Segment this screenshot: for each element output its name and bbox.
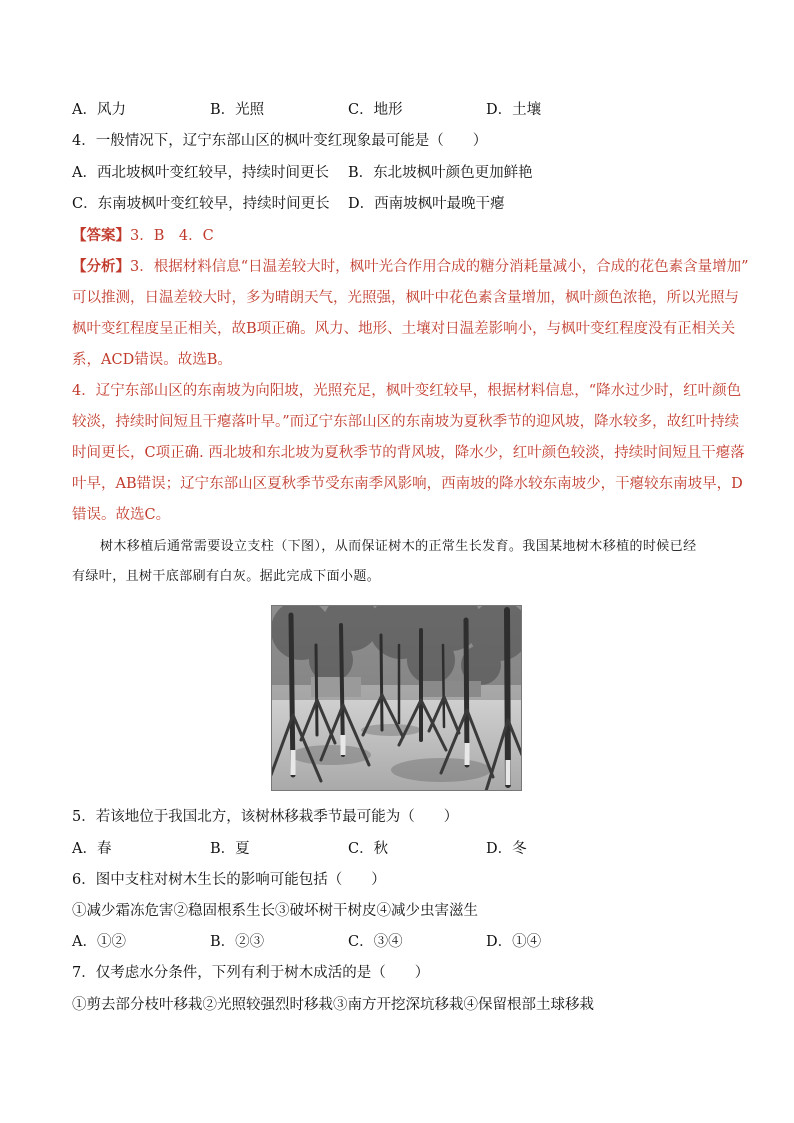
q5-stem: 5．若该地位于我国北方，该树林移栽季节最可能为（ ）	[72, 809, 459, 825]
analysis-line-4: 系，ACD错误。故选B。	[72, 352, 232, 368]
q6-option-c: C．③④	[348, 934, 403, 950]
analysis-tag: 【分析】	[72, 258, 130, 275]
q4-stem: 4．一般情况下，辽宁东部山区的枫叶变红现象最可能是（ ）	[72, 133, 488, 149]
q5-option-b: B．夏	[210, 841, 250, 857]
q3-option-a: A．风力	[72, 102, 126, 118]
q4-option-d: D．西南坡枫叶最晚干瘪	[348, 196, 505, 212]
intro-line-1: 树木移植后通常需要设立支柱（下图），从而保证树木的正常生长发育。我国某地树木移植的时候已经	[100, 539, 697, 554]
intro-line-2: 有绿叶，且树干底部刷有白灰。据此完成下面小题。	[72, 569, 381, 584]
q5-option-c: C．秋	[348, 841, 389, 857]
analysis-q4-line-1: 4．辽宁东部山区的东南坡为向阳坡，光照充足，枫叶变红较早，根据材料信息，“降水过少时，红叶颜色	[72, 383, 742, 399]
q6-option-a: A．①②	[72, 934, 126, 950]
q6-option-b: B．②③	[210, 934, 265, 950]
analysis-text-1: 3．根据材料信息“日温差较大时，枫叶光合作用合成的糖分消耗量减小，合成的花色素含量增加”	[130, 259, 749, 275]
analysis-q4-line-2: 较淡，持续时间短且干瘪落叶早。”而辽宁东部山区的东南坡为夏秋季节的迎风坡，降水较多，故红叶持续	[72, 414, 740, 430]
analysis-q4-line-4: 叶早，AB错误；辽宁东部山区夏秋季节受东南季风影响，西南坡的降水较东南坡少，干瘪较东南坡早，D	[72, 476, 743, 492]
q5-option-d: D．冬	[486, 841, 527, 857]
q6-stem: 6．图中支柱对树木生长的影响可能包括（ ）	[72, 872, 386, 888]
q7-items: ①剪去部分枝叶移栽②光照较强烈时移栽③南方开挖深坑移栽④保留根部土球移栽	[72, 997, 594, 1013]
answer-line	[72, 226, 214, 246]
analysis-line-2: 可以推测，日温差较大时，多为晴朗天气，光照强，枫叶中花色素含量增加，枫叶颜色浓艳，所以光照与	[72, 290, 739, 306]
q3-option-c: C．地形	[348, 102, 403, 118]
q5-option-a: A．春	[72, 841, 112, 857]
tree-support-photo	[271, 605, 522, 791]
answer-text: 3．B 4．C	[130, 228, 214, 244]
q4-option-b: B．东北坡枫叶颜色更加鲜艳	[348, 165, 533, 181]
q4-option-a: A．西北坡枫叶变红较早，持续时间更长	[72, 165, 329, 181]
q6-option-d: D．①④	[486, 934, 542, 950]
q3-option-b: B．光照	[210, 102, 265, 118]
q6-items: ①减少霜冻危害②稳固根系生长③破坏树干树皮④减少虫害滋生	[72, 903, 478, 919]
analysis-line-3: 枫叶变红程度呈正相关，故B项正确。风力、地形、土壤对日温差影响小，与枫叶变红程度没有正相关关	[72, 321, 736, 337]
q4-option-c: C．东南坡枫叶变红较早，持续时间更长	[72, 196, 330, 212]
q3-option-d: D．土壤	[486, 102, 542, 118]
q7-stem: 7．仅考虑水分条件，下列有利于树木成活的是（ ）	[72, 965, 430, 981]
analysis-q4-line-3: 时间更长，C项正确. 西北坡和东北坡为夏秋季节的背风坡，降水少，红叶颜色较淡，持续时间短且干瘪落	[72, 445, 745, 461]
answer-tag: 【答案】	[72, 227, 130, 244]
analysis-line-1	[72, 257, 749, 277]
analysis-q4-line-5: 错误。故选C。	[72, 507, 171, 523]
